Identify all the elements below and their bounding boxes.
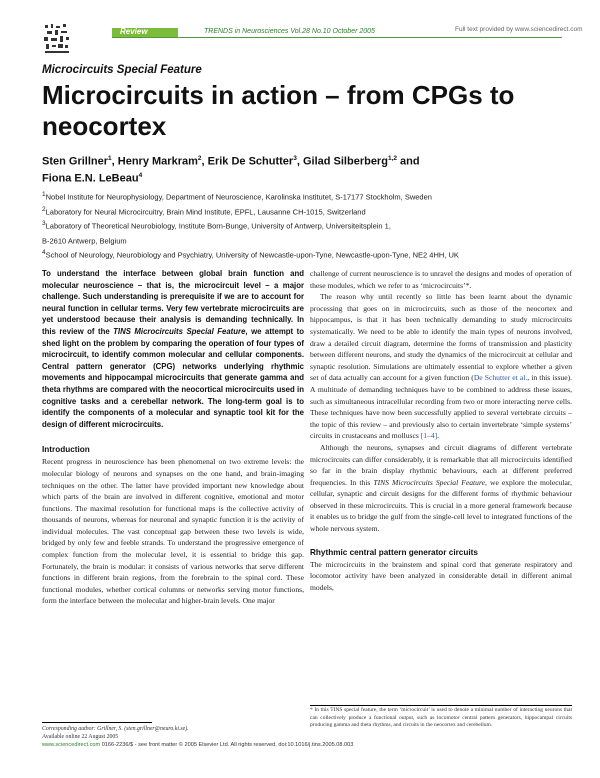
- corresponding-author-note: Corresponding author: Grillner, S. (sten.grillner@neuro.ki.se). Available online 22 August 2005: [42, 726, 189, 740]
- author-name: Fiona E.N. LeBeau: [42, 172, 139, 185]
- footnote-text: * In this TINS special feature, the term ‘microcircuit’ is used to denote a minimal number of interacting neurons that can collectively produce a functional output, such as locomotor central pattern generators, hippocampal circuits producing gamma and theta rhythms, and circuits in the neocortex and cerebellum.: [310, 707, 572, 729]
- affiliation-line: B-2610 Antwerp, Belgium: [42, 236, 127, 245]
- journal-line: TRENDS in Neurosciences Vol.28 No.10 October 2005: [204, 28, 375, 35]
- section-heading: Rhythmic central pattern generator circuits: [310, 547, 478, 557]
- body-paragraph: The microcircuits in the brainstem and spinal cord that generate respiratory and locomotor activity have been analyzed in considerable detail in different animal models,: [310, 559, 572, 592]
- author-name: Erik De Schutter: [207, 155, 294, 168]
- body-paragraph: The reason why until recently so little has been learnt about the dynamic processing that goes on in microcircuits, such as those of the neocortex and hippocampus, is that it has been technically demanding to study microcircuits systematically. We need to be able to identify the main types of neurons involved, draw a detailed circuit diagram, determine the forms of transmission and plasticity between different neurons, and study the dynamics of the microcircuit at cellular and synaptic resolution. Simulations are ultimately essential to explore whether a given set of data actually can account for a given function (De Schutter et al., in this issue). A multitude of demanding techniques have to be combined to address these issues, such as simultaneous intracellular recording from two or more interacting nerve cells. These techniques have now been successfully applied to several vertebrate circuits – the topic of this review – and previously also to certain invertebrate ‘simple systems’ circuits in crustaceans and molluscs [1–4].: [310, 292, 572, 441]
- section-tab: [112, 28, 178, 37]
- author-name: Sten Grillner: [42, 155, 109, 168]
- section-tab-label: Review: [120, 27, 148, 36]
- feature-label: Microcircuits Special Feature: [42, 64, 202, 76]
- author-name: Gilad Silberberg: [302, 155, 388, 168]
- affiliation-line: $^3$Laboratory of Theoretical Neurobiology, Institute Born-Bunge, University of Antwerp, Universiteitsplein 1,: [42, 220, 391, 231]
- affiliation-line: $^1$Nobel Institute for Neurophysiology, Department of Neuroscience, Karolinska Institutet, S-17177 Stockholm, Sweden: [42, 191, 432, 202]
- affiliation-line: $^2$Laboratory for Neural Microcircuitry, Brain Mind Institute, EPFL, Lausanne CH-1015, Switzerland: [42, 205, 366, 216]
- header-rule: [112, 37, 562, 38]
- reference-link[interactable]: [1–4]: [420, 431, 438, 441]
- sciencedirect-link[interactable]: www.sciencedirect.com: [42, 742, 101, 748]
- affiliations: [42, 189, 572, 262]
- body-paragraph: challenge of current neuroscience is to unravel the designs and modes of operation of these modules, which we refer to as ‘microcircuits’*.: [310, 269, 572, 290]
- elsevier-logo-icon: [42, 22, 72, 56]
- right-column: [310, 268, 572, 593]
- intro-paragraph: Recent progress in neuroscience has been phenomenal on two extreme levels: the molecular biology of neurons and synapses on the one hand, and brain-imaging techniques on the other. The latter have provided important new knowledge about which parts of the brain are involved in different cognitive, emotional and motor functions. The maximal resolution for functional maps is the collective activity of thousands of neurons, whereas for neuronal and synaptic function it is the activity of individual molecules. The vast conceptual gap between these two levels is wide, bridged by only few and feeble strands. To understand the progressive emergence of complex function from the molecular level, it is essential to bridge this gap. Fortunately, the brain is modular: it consists of various networks that serve different functions in different brain regions, from the forebrain to the spinal cord. These functional modules, whether cortical columns or networks serving motor functions, form the interface between the molecular and higher-brain levels. One major: [42, 457, 304, 606]
- citation-link[interactable]: De Schutter et al.: [473, 373, 528, 383]
- body-paragraph: Although the neurons, synapses and circuit diagrams of different vertebrate microcircuits can differ considerably, it is remarkable that all microcircuits identified so far in the brain display rhythmic behaviours, each at different preferred frequencies. In this TINS Microcircuits Special Feature, we explore the molecular, cellular, synaptic and circuit designs for the different forms of rhythmic behaviour observed in these microcircuits. This is crucial in a more general framework because it enables us to bridge the gulf from the single-cell level to integrated functions of the whole nervous system.: [310, 442, 572, 534]
- header-right-text: Full text provided by www.sciencedirect.com: [455, 26, 583, 33]
- copyright-line: www.sciencedirect.com 0166-2236/$ - see front matter © 2005 Elsevier Ltd. All rights reserved. doi:10.1016/j.tins.2005.08.003: [42, 742, 354, 748]
- abstract: To understand the interface between global brain function and molecular neuroscience – that is, the microcircuit level – a major challenge. Such understanding is prerequisite if we are to account for neural function in cellular terms. Very few vertebrate microcircuits are yet understood because their analysis is demanding technically. In this review of the TINS Microcircuits Special Feature, we attempt to shed light on the problem by comparing the operation of four types of microcircuit, to identify common molecular and cellular components. Central pattern generator (CPG) networks underlying rhythmic movements and hippocampal microcircuits that generate gamma and theta rhythms are compared with the neocortical microcircuits used in cognitive tasks and a cerebellar network. The long-term goal is to identify the components of a molecular and synaptic tool kit for the design of different microcircuits.: [42, 269, 304, 429]
- footnote-rule-right: [310, 705, 572, 706]
- left-column: [42, 268, 304, 607]
- intro-heading: Introduction: [42, 445, 90, 455]
- author-name: Henry Markram: [117, 155, 198, 168]
- article-title: Microcircuits in action – from CPGs to neocortex: [42, 80, 515, 141]
- affiliation-line: $^4$School of Neurology, Neurobiology and Psychiatry, University of Newcastle-upon-Tyne, Newcastle-upon-Tyne, NE2 4HH, UK: [42, 249, 459, 260]
- author-list: Sten Grillner$^1$, Henry Markram$^2$, Erik De Schutter$^3$, Gilad Silberberg$^{1,2}$ and Fiona E.N. LeBeau$^4$: [42, 155, 420, 185]
